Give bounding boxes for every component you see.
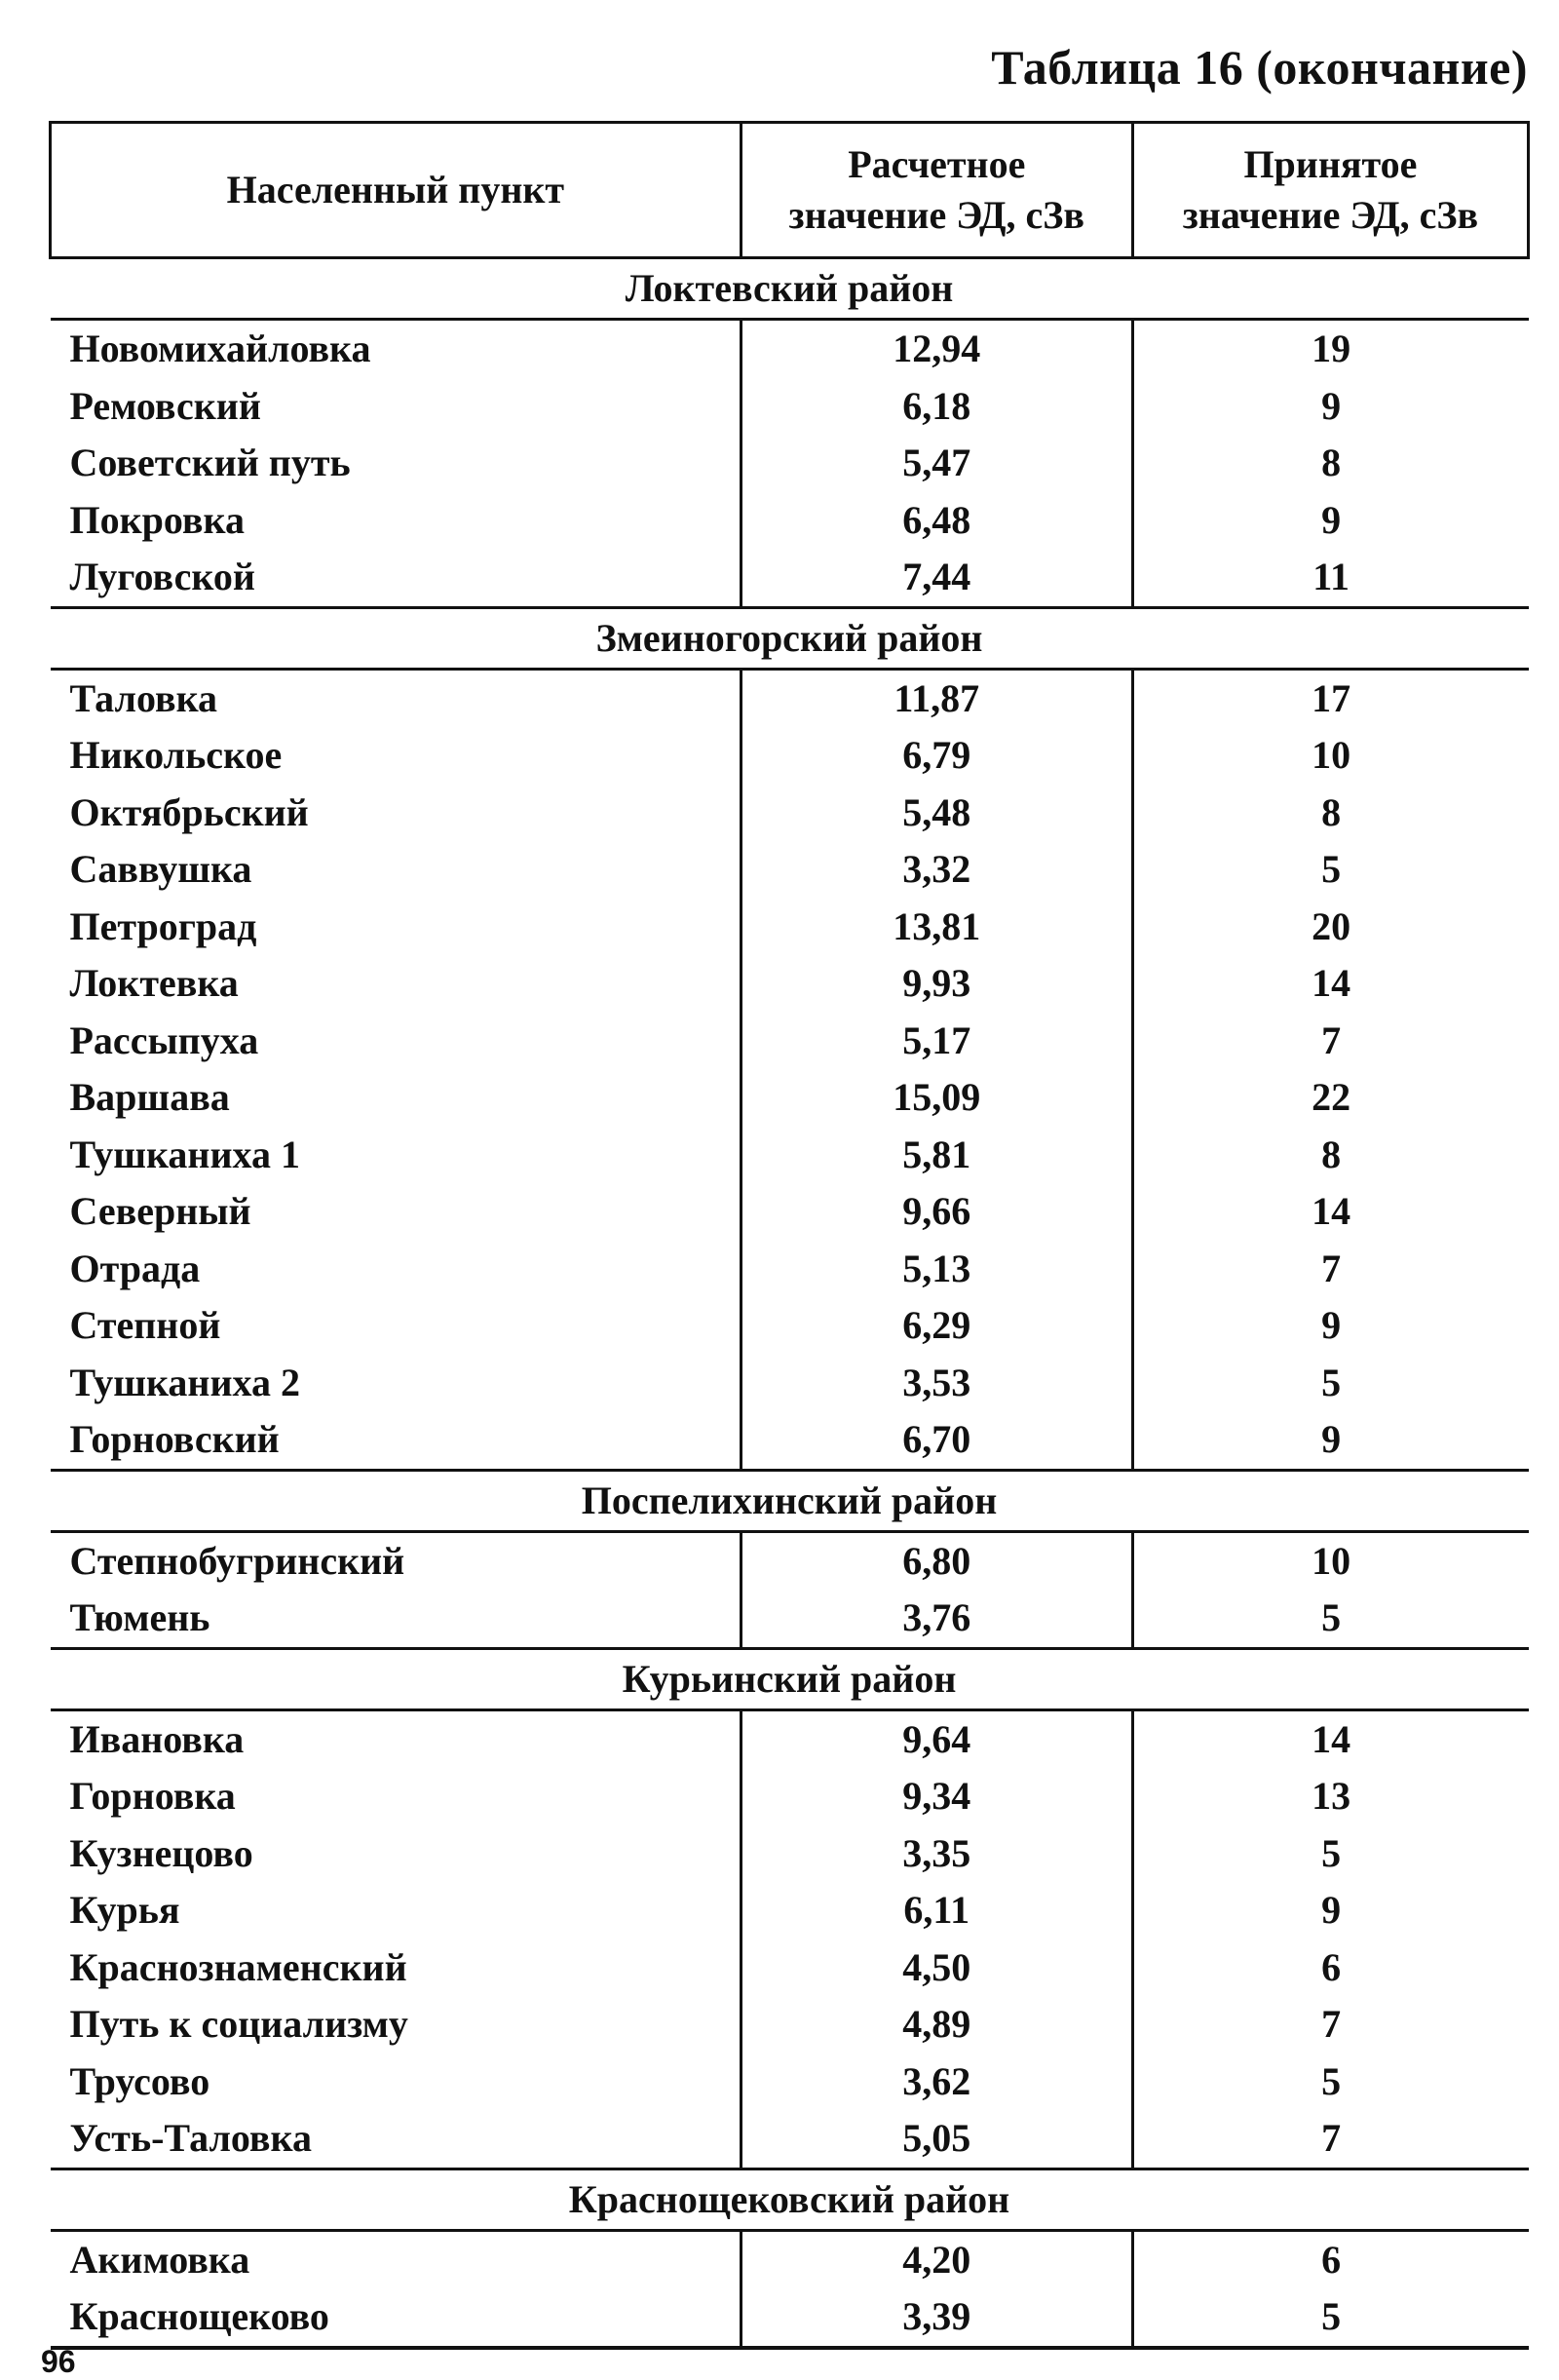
settlement-name-cell: Отрада <box>69 1246 201 1290</box>
accepted-value-cell: 9 <box>1132 1882 1528 1939</box>
accepted-value-cell: 8 <box>1132 1127 1528 1184</box>
settlement-name-cell: Таловка <box>69 675 218 720</box>
accepted-value-cell: 5 <box>1132 1825 1528 1883</box>
calculated-value-cell: 6,48 <box>741 492 1132 550</box>
settlement-name-cell: Саввушка <box>69 847 252 892</box>
calculated-value-cell: 6,79 <box>741 727 1132 785</box>
calculated-value-cell: 6,18 <box>741 378 1132 436</box>
settlement-name-cell: Путь к социализму <box>69 2002 408 2047</box>
calculated-value-cell: 9,93 <box>741 955 1132 1013</box>
accepted-value-cell: 5 <box>1132 2288 1528 2348</box>
table-row <box>51 727 1529 785</box>
calculated-value-cell: 4,50 <box>741 1939 1132 1997</box>
calculated-value-cell: 15,09 <box>741 1069 1132 1127</box>
district-title: Змеиногорский район <box>51 607 1529 669</box>
district-title: Краснощековский район <box>51 2169 1529 2230</box>
table-row <box>51 899 1529 956</box>
table-row <box>51 2110 1529 2169</box>
settlement-name-cell: Степной <box>69 1303 221 1348</box>
accepted-value-cell: 5 <box>1132 2054 1528 2111</box>
table-row <box>51 1768 1529 1825</box>
section-header-row <box>51 1470 1529 1531</box>
section-header-row <box>51 1648 1529 1709</box>
table-row <box>51 669 1529 727</box>
settlement-name-cell: Горновка <box>69 1774 236 1819</box>
header-calculated-value <box>741 123 1132 258</box>
settlement-name-cell: Советский путь <box>69 441 351 485</box>
table-row <box>51 435 1529 492</box>
accepted-value-cell: 17 <box>1132 669 1528 727</box>
accepted-value-cell: 11 <box>1132 549 1528 607</box>
table-row <box>51 1709 1529 1768</box>
settlement-name-cell: Никольское <box>69 733 283 778</box>
calculated-value-cell: 13,81 <box>741 899 1132 956</box>
calculated-value-cell: 9,64 <box>741 1709 1132 1768</box>
table-row <box>51 2230 1529 2288</box>
accepted-value-cell: 13 <box>1132 1768 1528 1825</box>
table-row <box>51 1241 1529 1298</box>
accepted-value-cell: 10 <box>1132 727 1528 785</box>
accepted-value-cell: 10 <box>1132 1531 1528 1590</box>
accepted-value-cell: 9 <box>1132 1297 1528 1355</box>
table-row <box>51 841 1529 899</box>
settlement-name-cell: Новомихайловка <box>69 326 371 371</box>
accepted-value-cell: 9 <box>1132 1411 1528 1470</box>
calculated-value-cell: 6,70 <box>741 1411 1132 1470</box>
calculated-value-cell: 3,53 <box>741 1355 1132 1412</box>
table-row <box>51 1297 1529 1355</box>
calculated-value-cell: 6,11 <box>741 1882 1132 1939</box>
accepted-value-cell: 9 <box>1132 492 1528 550</box>
header-settlement: Населенный пункт <box>51 123 741 258</box>
accepted-value-cell: 5 <box>1132 1355 1528 1412</box>
header-calculated-line1: Расчетное <box>848 142 1026 186</box>
section-header-row <box>51 607 1529 669</box>
calculated-value-cell: 5,05 <box>741 2110 1132 2169</box>
table-row <box>51 955 1529 1013</box>
calculated-value-cell: 12,94 <box>741 320 1132 378</box>
calculated-value-cell: 5,48 <box>741 785 1132 842</box>
table-row <box>51 2288 1529 2348</box>
settlement-name-cell: Кузнецово <box>69 1830 253 1875</box>
accepted-value-cell: 20 <box>1132 899 1528 956</box>
calculated-value-cell: 11,87 <box>741 669 1132 727</box>
accepted-value-cell: 14 <box>1132 1183 1528 1241</box>
calculated-value-cell: 3,62 <box>741 2054 1132 2111</box>
settlement-name-cell: Варшава <box>69 1075 230 1120</box>
table-row <box>51 1590 1529 1648</box>
accepted-value-cell: 6 <box>1132 2230 1528 2288</box>
district-title: Локтевский район <box>51 258 1529 320</box>
accepted-value-cell: 8 <box>1132 435 1528 492</box>
settlement-name-cell: Ивановка <box>69 1716 245 1761</box>
header-accepted-line1: Принятое <box>1243 142 1418 186</box>
calculated-value-cell: 6,80 <box>741 1531 1132 1590</box>
table-row <box>51 1882 1529 1939</box>
calculated-value-cell: 9,66 <box>741 1183 1132 1241</box>
table-row <box>51 549 1529 607</box>
table-row <box>51 2054 1529 2111</box>
district-title: Курьинский район <box>51 1648 1529 1709</box>
calculated-value-cell: 5,13 <box>741 1241 1132 1298</box>
accepted-value-cell: 22 <box>1132 1069 1528 1127</box>
table-row <box>51 1127 1529 1184</box>
accepted-value-cell: 9 <box>1132 378 1528 436</box>
settlement-name-cell: Ремовский <box>69 383 261 428</box>
section-header-row <box>51 2169 1529 2230</box>
settlement-name-cell: Степнобугринский <box>69 1538 405 1583</box>
settlement-name-cell: Северный <box>69 1189 251 1234</box>
settlement-name-cell: Октябрьский <box>69 789 309 834</box>
table-row <box>51 1013 1529 1070</box>
accepted-value-cell: 19 <box>1132 320 1528 378</box>
settlement-name-cell: Горновский <box>69 1417 280 1462</box>
calculated-value-cell: 3,35 <box>741 1825 1132 1883</box>
calculated-value-cell: 4,20 <box>741 2230 1132 2288</box>
table-row <box>51 1183 1529 1241</box>
settlement-name-cell: Краснознаменский <box>69 1944 407 1989</box>
accepted-value-cell: 5 <box>1132 1590 1528 1648</box>
table-row <box>51 1411 1529 1470</box>
calculated-value-cell: 4,89 <box>741 1996 1132 2054</box>
settlement-name-cell: Покровка <box>69 497 245 542</box>
accepted-value-cell: 14 <box>1132 955 1528 1013</box>
calculated-value-cell: 7,44 <box>741 549 1132 607</box>
calculated-value-cell: 3,76 <box>741 1590 1132 1648</box>
settlement-name-cell: Тушканиха 1 <box>69 1132 300 1176</box>
settlement-name-cell: Локтевка <box>69 961 239 1006</box>
data-table <box>49 121 1530 2350</box>
table-row <box>51 1825 1529 1883</box>
table-body <box>51 258 1529 2348</box>
accepted-value-cell: 14 <box>1132 1709 1528 1768</box>
settlement-name-cell: Усть-Таловка <box>69 2116 312 2161</box>
table-header <box>51 123 1529 258</box>
calculated-value-cell: 6,29 <box>741 1297 1132 1355</box>
calculated-value-cell: 3,39 <box>741 2288 1132 2348</box>
page-number: 96 <box>41 2344 76 2379</box>
calculated-value-cell: 3,32 <box>741 841 1132 899</box>
accepted-value-cell: 8 <box>1132 785 1528 842</box>
calculated-value-cell: 5,81 <box>741 1127 1132 1184</box>
table-caption: Таблица 16 (окончание) <box>991 40 1528 95</box>
accepted-value-cell: 5 <box>1132 841 1528 899</box>
district-title: Поспелихинский район <box>51 1470 1529 1531</box>
settlement-name-cell: Петроград <box>69 903 257 948</box>
table-row <box>51 378 1529 436</box>
header-calculated-line2: значение ЭД, сЗв <box>788 193 1084 237</box>
table-row <box>51 492 1529 550</box>
calculated-value-cell: 5,47 <box>741 435 1132 492</box>
settlement-name-cell: Трусово <box>69 2058 210 2103</box>
settlement-name-cell: Курья <box>69 1888 180 1933</box>
accepted-value-cell: 7 <box>1132 1996 1528 2054</box>
settlement-name-cell: Луговской <box>69 555 255 599</box>
accepted-value-cell: 7 <box>1132 1013 1528 1070</box>
table-row <box>51 1531 1529 1590</box>
table-row <box>51 1069 1529 1127</box>
settlement-name-cell: Акимовка <box>69 2237 250 2282</box>
settlement-name-cell: Тушканиха 2 <box>69 1360 300 1404</box>
section-header-row <box>51 258 1529 320</box>
table-row <box>51 320 1529 378</box>
table-row <box>51 785 1529 842</box>
calculated-value-cell: 5,17 <box>741 1013 1132 1070</box>
table-row <box>51 1355 1529 1412</box>
accepted-value-cell: 7 <box>1132 1241 1528 1298</box>
table-row <box>51 1939 1529 1997</box>
table-row <box>51 1996 1529 2054</box>
settlement-name-cell: Тюмень <box>69 1595 210 1640</box>
settlement-name-cell: Рассыпуха <box>69 1017 259 1062</box>
header-accepted-value <box>1132 123 1528 258</box>
calculated-value-cell: 9,34 <box>741 1768 1132 1825</box>
header-accepted-line2: значение ЭД, сЗв <box>1182 193 1479 237</box>
accepted-value-cell: 6 <box>1132 1939 1528 1997</box>
settlement-name-cell: Краснощеково <box>51 2288 741 2348</box>
accepted-value-cell: 7 <box>1132 2110 1528 2169</box>
